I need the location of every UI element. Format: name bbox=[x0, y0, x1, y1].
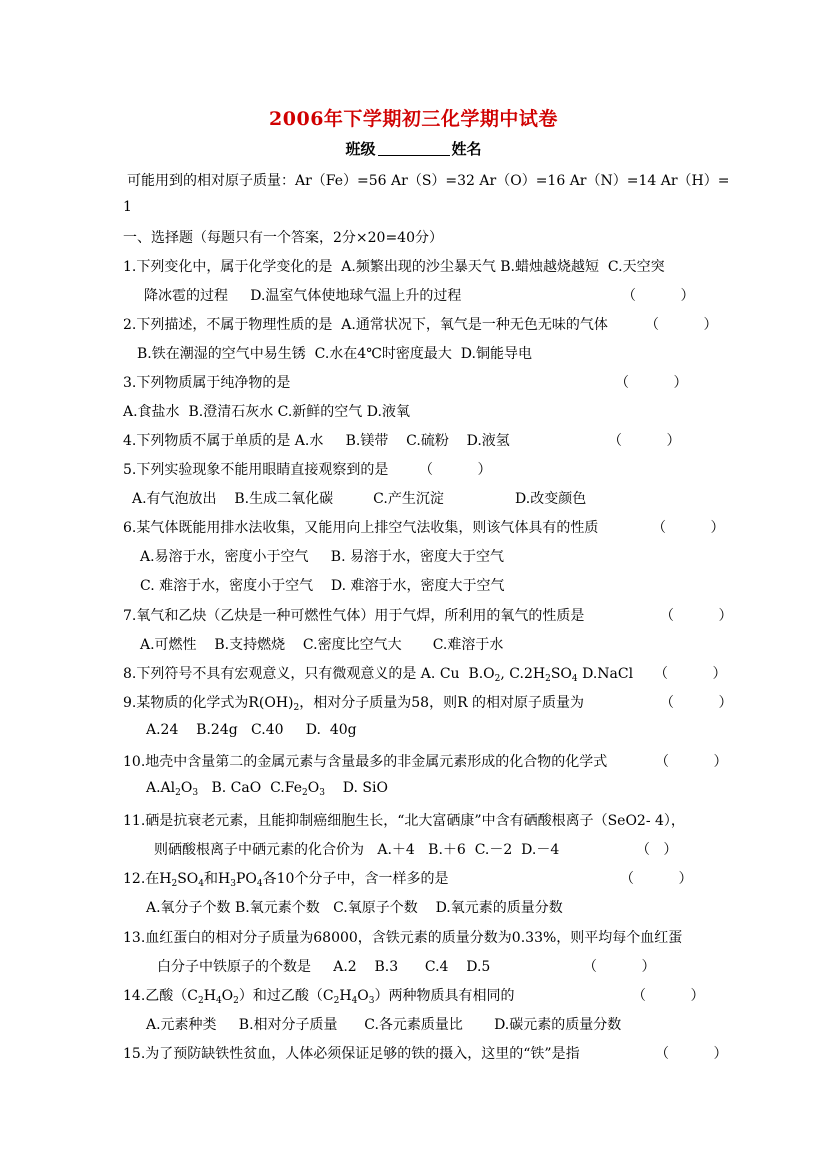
q3-answer-paren: （ ） bbox=[615, 375, 688, 391]
q1-stem-cont: 降冰雹的过程 D.温室气体使地球气温上升的过程 bbox=[144, 288, 462, 304]
section-heading: 一、选择题（每题只有一个答案，2分×20=40分） bbox=[123, 230, 443, 246]
q13-stem-cont: 白分子中铁原子的个数是 A.2 B.3 C.4 D.5 bbox=[157, 959, 491, 975]
q5-stem: 5.下列实验现象不能用眼睛直接观察到的是 bbox=[123, 462, 389, 478]
q14-stem: 14.乙酸$(C_2H_4O_2)$和过乙酸$(C_2H_4O_3)$两种物质具有相同的 bbox=[123, 988, 515, 1006]
q13-stem: 13.血红蛋白的相对分子质量为68000，含铁元素的质量分数为0.33%，则平均每个血红蛋 bbox=[123, 930, 683, 946]
q11-stem: 11.硒是抗衰老元素，且能抑制癌细胞生长，“北大富硒康”中含有硒酸根离子（SeO2- 4）， bbox=[123, 813, 685, 829]
q3-options: A.食盐水 B.澄清石灰水 C.新鲜的空气 D.液氧 bbox=[123, 404, 410, 420]
q1-stem: 1.下列变化中，属于化学变化的是 A.频繁出现的沙尘暴天气 B.蜡烛越烧越短 C.天空突 bbox=[123, 259, 665, 275]
exam-title: 2006年下学期初三化学期中试卷 bbox=[269, 108, 558, 130]
q13-answer-paren: （ ） bbox=[583, 959, 656, 975]
class-name-line bbox=[0, 138, 827, 159]
q15-answer-paren: （ ） bbox=[655, 1046, 728, 1062]
q6-answer-paren: （ ） bbox=[652, 520, 725, 536]
q4-answer-paren: （ ） bbox=[608, 433, 681, 449]
q9-options: A.24 B.24g C.40 D. 40g bbox=[146, 722, 357, 738]
q15-stem: 15.为了预防缺铁性贫血，人体必须保证足够的铁的摄入，这里的“铁”是指 bbox=[123, 1046, 580, 1062]
q4-stem: 4.下列物质不属于单质的是 A.水 B.镁带 C.硫粉 D.液氢 bbox=[123, 433, 510, 449]
q7-answer-paren: （ ） bbox=[660, 608, 733, 624]
q7-stem: 7.氧气和乙炔（乙炔是一种可燃性气体）用于气焊，所利用的氧气的性质是 bbox=[123, 608, 585, 624]
q14-answer-paren: （ ） bbox=[632, 988, 705, 1004]
q6-options-ab: A.易溶于水，密度小于空气 B. 易溶于水，密度大于空气 bbox=[140, 549, 504, 565]
q12-stem: 12.在$H_2SO_4$和$H_3PO_4$各10个分子中，含一样多的是 bbox=[123, 871, 449, 889]
q2-stem: 2.下列描述，不属于物理性质的是 A.通常状况下，氧气是一种无色无味的气体 bbox=[123, 317, 608, 333]
q12-answer-paren: （ ） bbox=[620, 871, 693, 887]
q2-answer-paren: （ ） bbox=[645, 317, 718, 333]
q9-stem: 9.某物质的化学式为$R(OH)_2$，相对分子质量为58，则R 的相对原子质量为 bbox=[123, 695, 585, 713]
q11-stem-cont: 则硒酸根离子中硒元素的化合价为 A.＋4 B.＋6 C.－2 D.－4 bbox=[154, 842, 560, 858]
atomic-mass-line-cont: 1 bbox=[123, 199, 132, 215]
q11-answer-paren: （ ） bbox=[636, 842, 678, 858]
q3-stem: 3.下列物质属于纯净物的是 bbox=[123, 375, 291, 391]
q10-stem: 10.地壳中含量第二的金属元素与含量最多的非金属元素形成的化合物的化学式 bbox=[123, 754, 608, 770]
q5-answer-paren: （ ） bbox=[419, 462, 492, 478]
q7-options: A.可燃性 B.支持燃烧 C.密度比空气大 C.难溶于水 bbox=[140, 637, 504, 653]
q8-answer-paren: （ ） bbox=[654, 666, 727, 682]
class-label: 班级 bbox=[345, 140, 376, 158]
q9-answer-paren: （ ） bbox=[660, 695, 733, 711]
q10-options: $A.Al_2O_3$ B. CaO $C.Fe_2O_3$ D. SiO bbox=[146, 780, 388, 798]
atomic-mass-line: 可能用到的相对原子质量：Ar（Fe）=56 Ar（S）=32 Ar（O）=16 Ar（N）=14 Ar（H）= bbox=[127, 173, 730, 189]
q6-options-cd: C. 难溶于水，密度小于空气 D. 难溶于水，密度大于空气 bbox=[140, 578, 505, 594]
q8-stem: 8.下列符号不具有宏观意义，只有微观意义的是 A. Cu $B.O_2$, $C.2H_2SO_4$ D.NaCl bbox=[123, 666, 634, 684]
q12-options: A.氧分子个数 B.氧元素个数 C.氧原子个数 D.氧元素的质量分数 bbox=[146, 900, 563, 916]
q2-options: B.铁在潮湿的空气中易生锈 C.水在4℃时密度最大 D.铜能导电 bbox=[137, 346, 532, 362]
q14-options: A.元素种类 B.相对分子质量 C.各元素质量比 D.碳元素的质量分数 bbox=[146, 1017, 622, 1033]
q6-stem: 6.某气体既能用排水法收集，又能用向上排空气法收集，则该气体具有的性质 bbox=[123, 520, 599, 536]
name-label: 姓名 bbox=[451, 140, 482, 158]
class-blank bbox=[378, 155, 450, 156]
q10-answer-paren: （ ） bbox=[655, 754, 728, 770]
q1-answer-paren: （ ） bbox=[622, 288, 695, 304]
q5-options: A.有气泡放出 B.生成二氧化碳 C.产生沉淀 D.改变颜色 bbox=[132, 491, 587, 507]
